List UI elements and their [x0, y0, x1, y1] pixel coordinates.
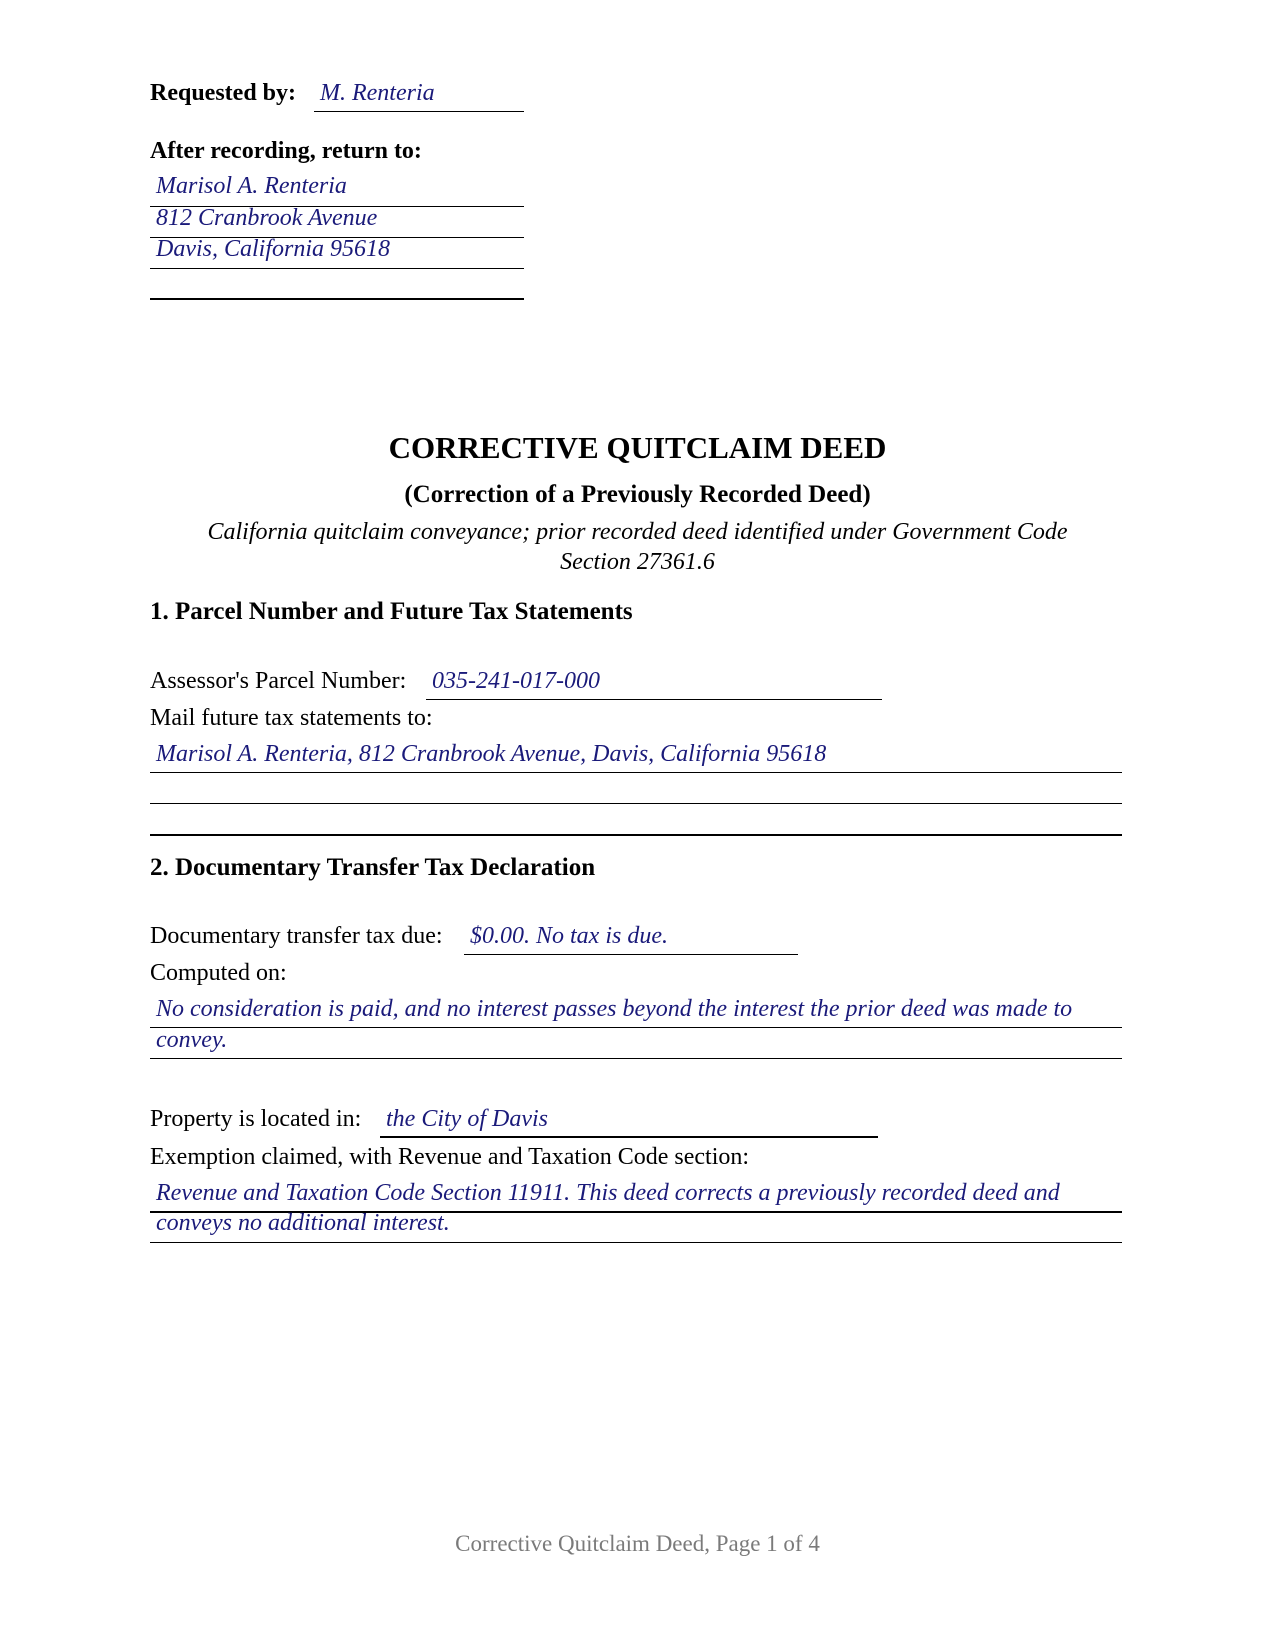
exemption-label: Exemption claimed, with Revenue and Taxation Code section:: [150, 1144, 750, 1170]
computed-on-underline-1: [150, 1027, 1122, 1028]
mail-tax-underline-3: [150, 834, 1122, 836]
document-subtitle: (Correction of a Previously Recorded Deed): [404, 481, 871, 508]
return-to-line-1[interactable]: Marisol A. Renteria: [156, 173, 347, 199]
document-note-line-2: Section 27361.6: [560, 549, 715, 575]
exemption-underline-2: [150, 1242, 1122, 1243]
return-to-label: After recording, return to:: [150, 138, 422, 164]
document-note-line-1: California quitclaim conveyance; prior recorded deed identified under Government Code: [207, 519, 1068, 545]
tax-due-label: Documentary transfer tax due:: [150, 923, 443, 949]
section-2-heading: 2. Documentary Transfer Tax Declaration: [150, 854, 596, 881]
return-to-underline-3: [150, 268, 524, 269]
section-1-heading: 1. Parcel Number and Future Tax Statements: [150, 598, 633, 625]
computed-on-label: Computed on:: [150, 960, 287, 986]
mail-tax-label: Mail future tax statements to:: [150, 705, 433, 731]
location-underline: [380, 1136, 878, 1138]
tax-due-field[interactable]: $0.00. No tax is due.: [470, 923, 668, 949]
return-to-line-3[interactable]: Davis, California 95618: [156, 236, 391, 262]
mail-tax-field[interactable]: Marisol A. Renteria, 812 Cranbrook Avenue, Davis, California 95618: [156, 741, 827, 767]
apn-underline: [426, 699, 882, 700]
apn-field[interactable]: 035-241-017-000: [432, 668, 600, 694]
computed-on-line-2[interactable]: convey.: [156, 1027, 228, 1053]
location-label: Property is located in:: [150, 1106, 362, 1132]
requested-by-label: Requested by:: [150, 80, 297, 106]
document-title: CORRECTIVE QUITCLAIM DEED: [388, 430, 887, 465]
requested-by-field[interactable]: M. Renteria: [320, 80, 435, 106]
computed-on-line-1[interactable]: No consideration is paid, and no interest passes beyond the interest the prior deed was made to: [156, 996, 1073, 1022]
tax-due-underline: [464, 954, 798, 955]
mail-tax-underline-1: [150, 772, 1122, 773]
requested-by-underline: [314, 111, 524, 112]
return-to-underline-4: [150, 298, 524, 300]
computed-on-underline-2: [150, 1058, 1122, 1059]
page-footer: Corrective Quitclaim Deed, Page 1 of 4: [455, 1531, 820, 1556]
apn-label: Assessor's Parcel Number:: [150, 668, 407, 694]
exemption-line-2[interactable]: conveys no additional interest.: [156, 1210, 450, 1236]
location-field[interactable]: the City of Davis: [386, 1106, 548, 1132]
return-to-line-2[interactable]: 812 Cranbrook Avenue: [156, 205, 378, 231]
mail-tax-underline-2: [150, 803, 1122, 804]
exemption-line-1[interactable]: Revenue and Taxation Code Section 11911. This deed corrects a previously recorded deed and: [156, 1180, 1060, 1206]
